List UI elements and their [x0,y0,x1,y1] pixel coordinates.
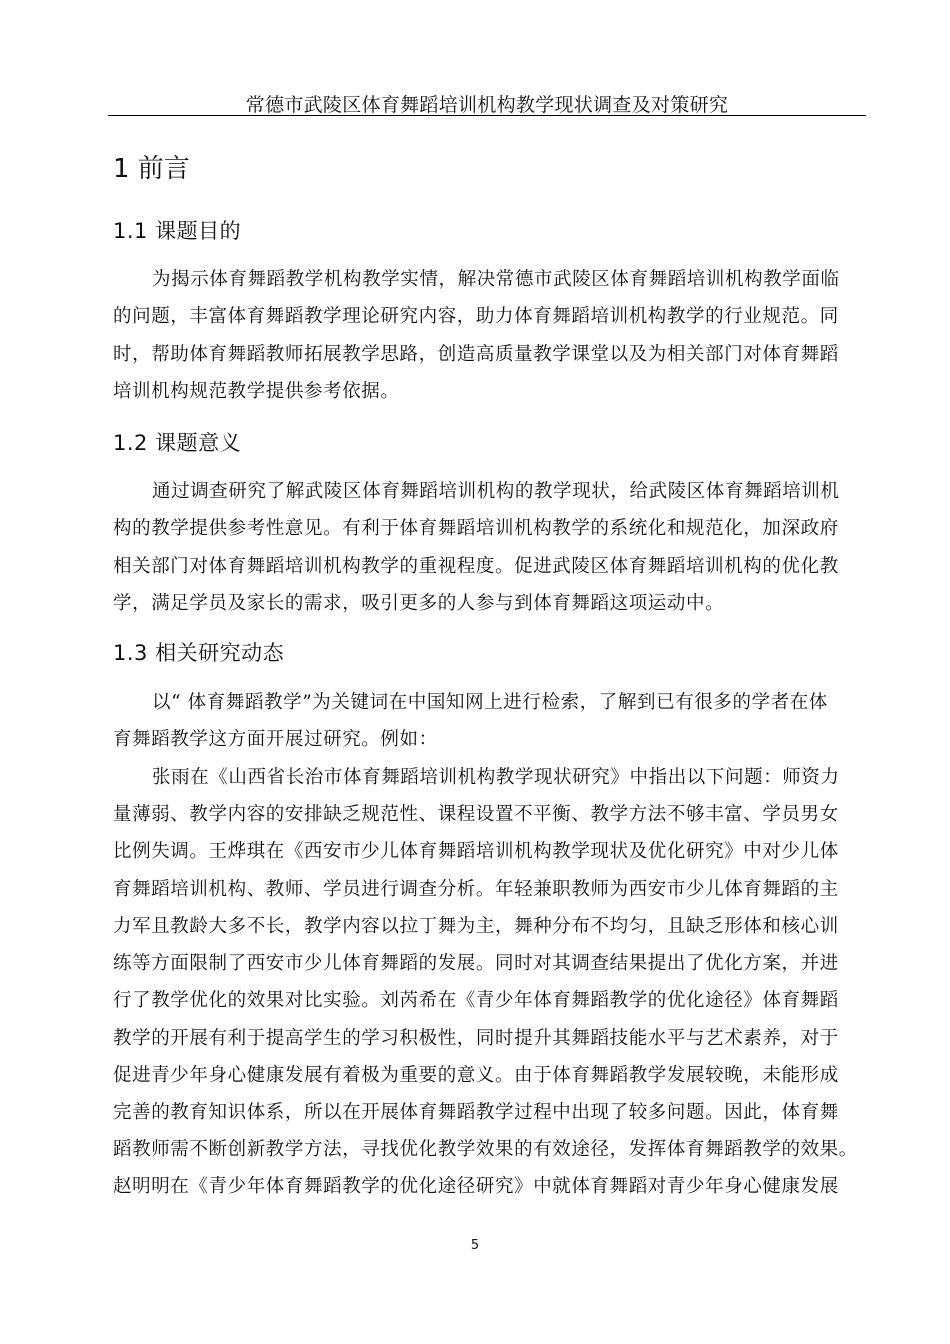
paragraph-line: 练等方面限制了西安市少儿体育舞蹈的发展。同时对其调查结果提出了优化方案，并进 [113,953,839,974]
paragraph-line: 赵明明在《青少年体育舞蹈教学的优化途径研究》中就体育舞蹈对青少年身心健康发展 [113,1176,839,1197]
paragraph-line: 的问题，丰富体育舞蹈教学理论研究内容，助力体育舞蹈培训机构教学的行业规范。同 [113,306,839,327]
paragraph-line: 张雨在《山西省长治市体育舞蹈培训机构教学现状研究》中指出以下问题：师资力 [152,767,840,788]
paragraph-line: 构的教学提供参考性意见。有利于体育舞蹈培训机构教学的系统化和规范化，加深政府 [113,518,839,539]
paragraph-line: 通过调查研究了解武陵区体育舞蹈培训机构的教学现状，给武陵区体育舞蹈培训机 [152,481,840,502]
running-header: 常德市武陵区体育舞蹈培训机构教学现状调查及对策研究 [245,94,729,116]
paragraph-line: 蹈教师需不断创新教学方法，寻找优化教学效果的有效途径，发挥体育舞蹈教学的效果。 [113,1139,858,1160]
paragraph-line: 相关部门对体育舞蹈培训机构教学的重视程度。促进武陵区体育舞蹈培训机构的优化教 [113,556,839,577]
subsection-heading-related-research: 1.3 相关研究动态 [113,641,285,665]
paragraph-line: 育舞蹈教学这方面开展过研究。例如： [113,729,438,750]
paragraph-line: 时，帮助体育舞蹈教师拓展教学思路，创造高质量教学课堂以及为相关部门对体育舞蹈 [113,344,839,365]
paragraph-line: 以“ 体育舞蹈教学”为关键词在中国知网上进行检索，了解到已有很多的学者在体 [152,692,828,713]
header-rule [108,115,866,116]
paragraph-line: 学，满足学员及家长的需求，吸引更多的人参与到体育舞蹈这项运动中。 [113,593,725,614]
subsection-heading-significance: 1.2 课题意义 [113,431,242,455]
section-heading-preface: 1 前言 [113,154,190,184]
paragraph-line: 促进青少年身心健康发展有着极为重要的意义。由于体育舞蹈教学发展较晚，未能形成 [113,1065,839,1086]
paragraph-line: 培训机构规范教学提供参考依据。 [113,381,400,402]
paragraph-line: 比例失调。王烨琪在《西安市少儿体育舞蹈培训机构教学现状及优化研究》中对少儿体 [113,841,839,862]
paragraph-line: 完善的教育知识体系，所以在开展体育舞蹈教学过程中出现了较多问题。因此，体育舞 [113,1102,839,1123]
paragraph-line: 行了教学优化的效果对比实验。刘芮希在《青少年体育舞蹈教学的优化途径》体育舞蹈 [113,990,839,1011]
paragraph-line: 教学的开展有利于提高学生的学习积极性，同时提升其舞蹈技能水平与艺术素养，对于 [113,1028,839,1049]
paragraph-line: 为揭示体育舞蹈教学机构教学实情，解决常德市武陵区体育舞蹈培训机构教学面临 [152,269,840,290]
page-number: 5 [470,1238,480,1253]
paragraph-line: 力军且教龄大多不长，教学内容以拉丁舞为主，舞种分布不均匀，且缺乏形体和核心训 [113,916,839,937]
subsection-heading-purpose: 1.1 课题目的 [113,219,242,243]
paragraph-line: 育舞蹈培训机构、教师、学员进行调查分析。年轻兼职教师为西安市少儿体育舞蹈的主 [113,879,839,900]
paragraph-line: 量薄弱、教学内容的安排缺乏规范性、课程设置不平衡、教学方法不够丰富、学员男女 [113,804,839,825]
